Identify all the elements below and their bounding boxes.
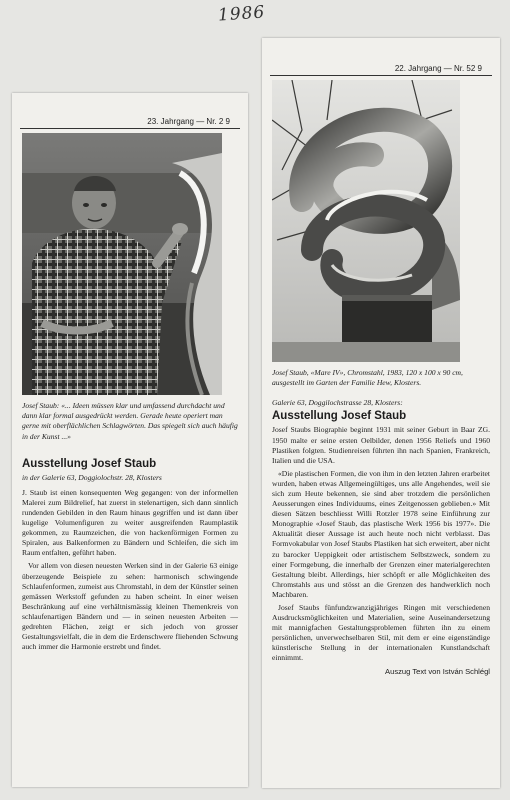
handwritten-year: 1986 bbox=[217, 2, 266, 26]
right-paragraph-3: Josef Staubs fünfundzwanzigjähriges Ringen mit verschiedenen Ausdrucksmöglichkeiten und Materialien, seine Auseinandersetzung mit mannigfachen Gestaltungsproblemen führten ihn zu einem persönlichen, unverwechselbaren Stil, mit dem er eine eigenständige künstlerische Stellung in der internationalen Kunstlandschaft einnimmt. bbox=[272, 603, 490, 663]
right-headline: Ausstellung Josef Staub bbox=[272, 410, 407, 423]
right-article-body bbox=[272, 425, 490, 663]
left-photo-caption: Josef Staub: «... Ideen müssen klar und umfassend durchdacht und dann klar formal ausgedrückt werden. Gerade heute operiert man gerne mit oberflächlichen Schlagwörten. Das spiegelt sich auch häufig in der Kunst ...» bbox=[22, 401, 238, 441]
left-paragraph-2: Vor allem von diesen neuesten Werken sind in der Galerie 63 einige überzeugende Beispiele zu sehen: harmonisch schwingende Schlaufenformen, zumeist aus Chromstahl, in dem der Künstler seinen gemässen Werkstoff gefunden zu haben scheint. In einer weisen Beschränkung auf eine verhältnismässig kleinen Themenkreis von schlaufenartigen Bändern und — in seinen neuesten Arbeiten — gedrehten Flächen, zeigt er sich jedoch von grosser Gestaltungsvielfalt, die in dem die Erdenschwere fliehenden Schwung auch immer die Harmonie erstrebt und findet. bbox=[22, 561, 238, 652]
left-article-body bbox=[22, 488, 238, 653]
artist-photo-image bbox=[22, 133, 222, 395]
right-photo-sculpture-mare-iv bbox=[272, 80, 490, 362]
right-photo-caption: Josef Staub, «Mare IV», Chromstahl, 1983, 120 x 100 x 90 cm, ausgestellt im Garten der Familie Hew, Klosters. bbox=[272, 368, 463, 388]
right-venue-line: Galerie 63, Doggilochstrasse 28, Klosters: bbox=[272, 398, 403, 408]
left-venue-line: in der Galerie 63, Doggiolochstr. 28, Klosters bbox=[22, 472, 162, 482]
right-paragraph-1: Josef Staubs Biographie beginnt 1931 mit seiner Geburt in Baar ZG. 1950 malte er seine ersten Oelbilder, denen 1956 Reliefs und 1960 Plastiken folgten. Studienreisen führten ihn nach Spanien, Frankreich, Italien und die USA. bbox=[272, 425, 490, 465]
left-paragraph-1: J. Staub ist einen konsequenten Weg gegangen: von der informellen Malerei zum Bildrelief, hat zuerst in stelenartigen, sich dann sinnlich rundenden Gebilden in den Raum hinaus gegriffen und ist dann über kugelige Volumenfiguren zu weiter ausgreifenden Raumplastik gekommen, zu Raumzeichen, die von hackenförmigen Formen zu Spiralen, aus Balkenformen zu Bändern und Schleifen, die sich im Raum entfalten, geführt haben. bbox=[22, 487, 238, 558]
right-issue-header: 22. Jahrgang — Nr. 52 9 bbox=[270, 64, 492, 76]
left-photo-artist-with-sculpture bbox=[22, 133, 238, 395]
right-paragraph-2: «Die plastischen Formen, die von ihm in den letzten Jahren erarbeitet wurden, haben etwas Allgemeingültiges, uns alle Angehendes, weil sie sich zum Heute bekennen, sie sind aber trotzdem die persönlichen Aeusserungen eines Individuums, eines Zeitgenossen geblieben.» Mit diesen Sätzen beschliesst Willi Rotzler 1978 seine Einführung zur Monographie «Josef Staub, das plastische Werk 1956 bis 1977». Die Aktualität dieser Aussage ist auch heute noch nicht verblasst. Das Formvokabular von Josef Staubs Plastiken hat sich erweitert, aber nicht zu barocker Ueppigkeit oder artistischem Selbstzweck, sondern zu einer Formgebung, die innerhalb der Grenzen einer materialgerechten Gestaltung bleibt. Allerdings, hier schöpft er alle Möglichkeiten des Chromstahls aus und stösst an die Grenzen des handwerklich noch Machbaren. bbox=[272, 468, 490, 599]
left-headline: Ausstellung Josef Staub bbox=[22, 457, 157, 470]
left-issue-header: 23. Jahrgang — Nr. 2 9 bbox=[20, 117, 240, 129]
right-newspaper-clipping bbox=[262, 38, 500, 788]
right-author-signature: Auszug Text von István Schlégl bbox=[385, 666, 490, 676]
left-newspaper-clipping bbox=[12, 93, 248, 787]
sculpture-photo-image bbox=[272, 80, 460, 362]
